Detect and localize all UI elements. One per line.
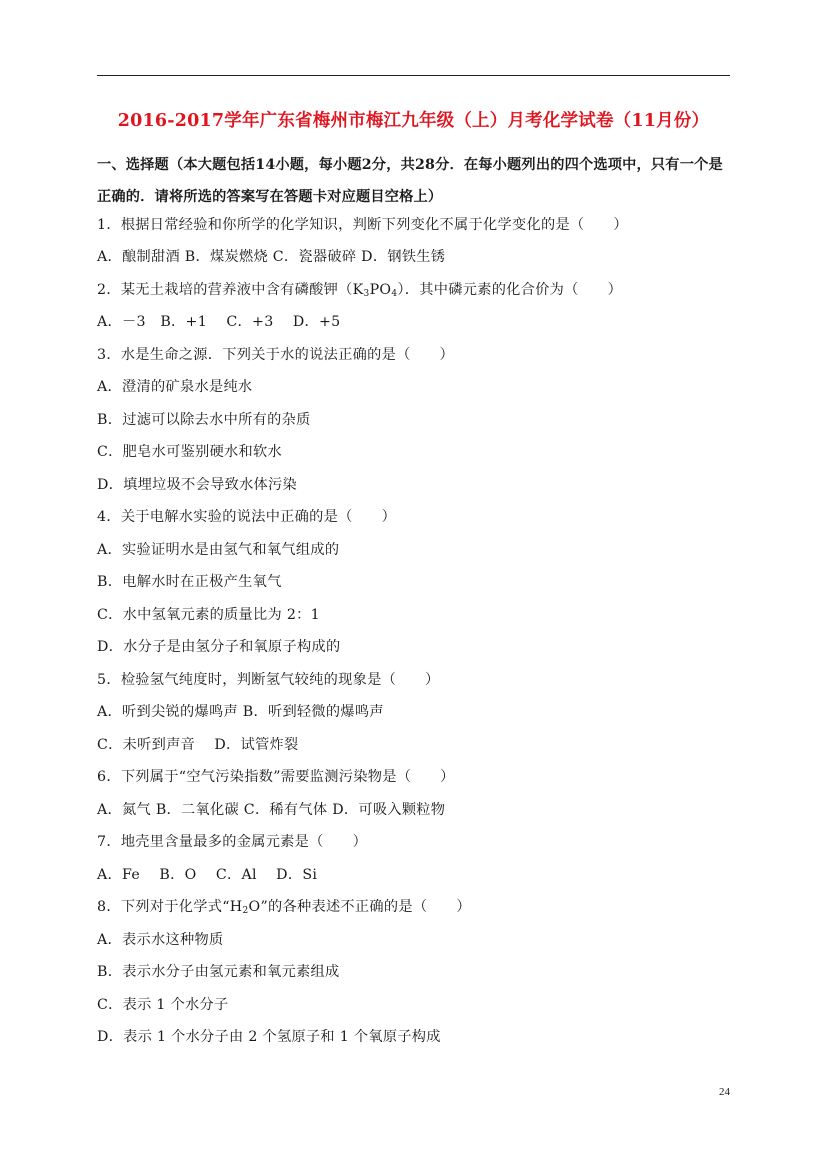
formula-k3po4: $K_3PO_4$	[352, 282, 398, 299]
exam-title: 2016-2017学年广东省梅州市梅江九年级（上）月考化学试卷（11月份）	[117, 111, 710, 131]
question-6-options: A．氮气 B．二氧化碳 C．稀有气体 D．可吸入颗粒物	[97, 802, 446, 818]
question-3-option-a: A．澄清的矿泉水是纯水	[97, 379, 253, 395]
formula-h2o: $H_2O$	[229, 899, 261, 916]
question-3-option-c: C．肥皂水可鉴别硬水和软水	[97, 444, 283, 460]
page-number: 24	[719, 1086, 730, 1098]
question-6: 6．下列属于“空气污染指数”需要监测污染物是（ ）	[97, 769, 455, 785]
question-4-option-c: C．水中氢氧元素的质量比为 2：1	[97, 607, 320, 623]
question-3-option-b: B．过滤可以除去水中所有的杂质	[97, 412, 311, 428]
question-7: 7．地壳里含量最多的金属元素是（ ）	[97, 834, 368, 850]
question-4-option-d: D．水分子是由氢分子和氧原子构成的	[97, 639, 341, 655]
question-5-options-cd: C．未听到声音 D．试管炸裂	[97, 737, 299, 753]
section-heading: 一、选择题（本大题包括14小题，每小题2分，共28分．在每小题列出的四个选项中，只有一个是正确的．请将所选的答案写在答题卡对应题目空格上）	[97, 157, 723, 205]
question-5-options-ab: A．听到尖锐的爆鸣声 B．听到轻微的爆鸣声	[97, 704, 384, 720]
question-4-option-a: A．实验证明水是由氢气和氧气组成的	[97, 542, 340, 558]
question-3: 3．水是生命之源．下列关于水的说法正确的是（ ）	[97, 347, 455, 363]
question-3-option-d: D．填埋垃圾不会导致水体污染	[97, 477, 298, 493]
question-7-options: A．Fe B．O C．Al D．Si	[97, 867, 318, 883]
question-1: 1．根据日常经验和你所学的化学知识，判断下列变化不属于化学变化的是（ ）	[97, 217, 628, 233]
question-2-options: A．－3 B．+1 C．+3 D．+5	[97, 314, 341, 330]
question-8: 8．下列对于化学式“$H_2O$”的各种表述不正确的是（ ）	[97, 899, 471, 916]
question-4-option-b: B．电解水时在正极产生氧气	[97, 574, 282, 590]
question-5: 5．检验氢气纯度时，判断氢气较纯的现象是（ ）	[97, 672, 440, 688]
header-rule	[97, 75, 730, 76]
question-8-option-d: D．表示 1 个水分子由 2 个氢原子和 1 个氧原子构成	[97, 1029, 441, 1045]
question-8-option-b: B．表示水分子由氢元素和氧元素组成	[97, 964, 340, 980]
question-2: 2．某无土栽培的营养液中含有磷酸钾$(K_3PO_4)$．其中磷元素的化合价为（ ）	[97, 282, 623, 299]
question-1-options: A．酿制甜酒 B．煤炭燃烧 C．瓷器破碎 D．钢铁生锈	[97, 249, 446, 265]
question-8-option-c: C．表示 1 个水分子	[97, 997, 229, 1013]
question-4: 4．关于电解水实验的说法中正确的是（ ）	[97, 509, 397, 525]
question-8-option-a: A．表示水这种物质	[97, 932, 224, 948]
